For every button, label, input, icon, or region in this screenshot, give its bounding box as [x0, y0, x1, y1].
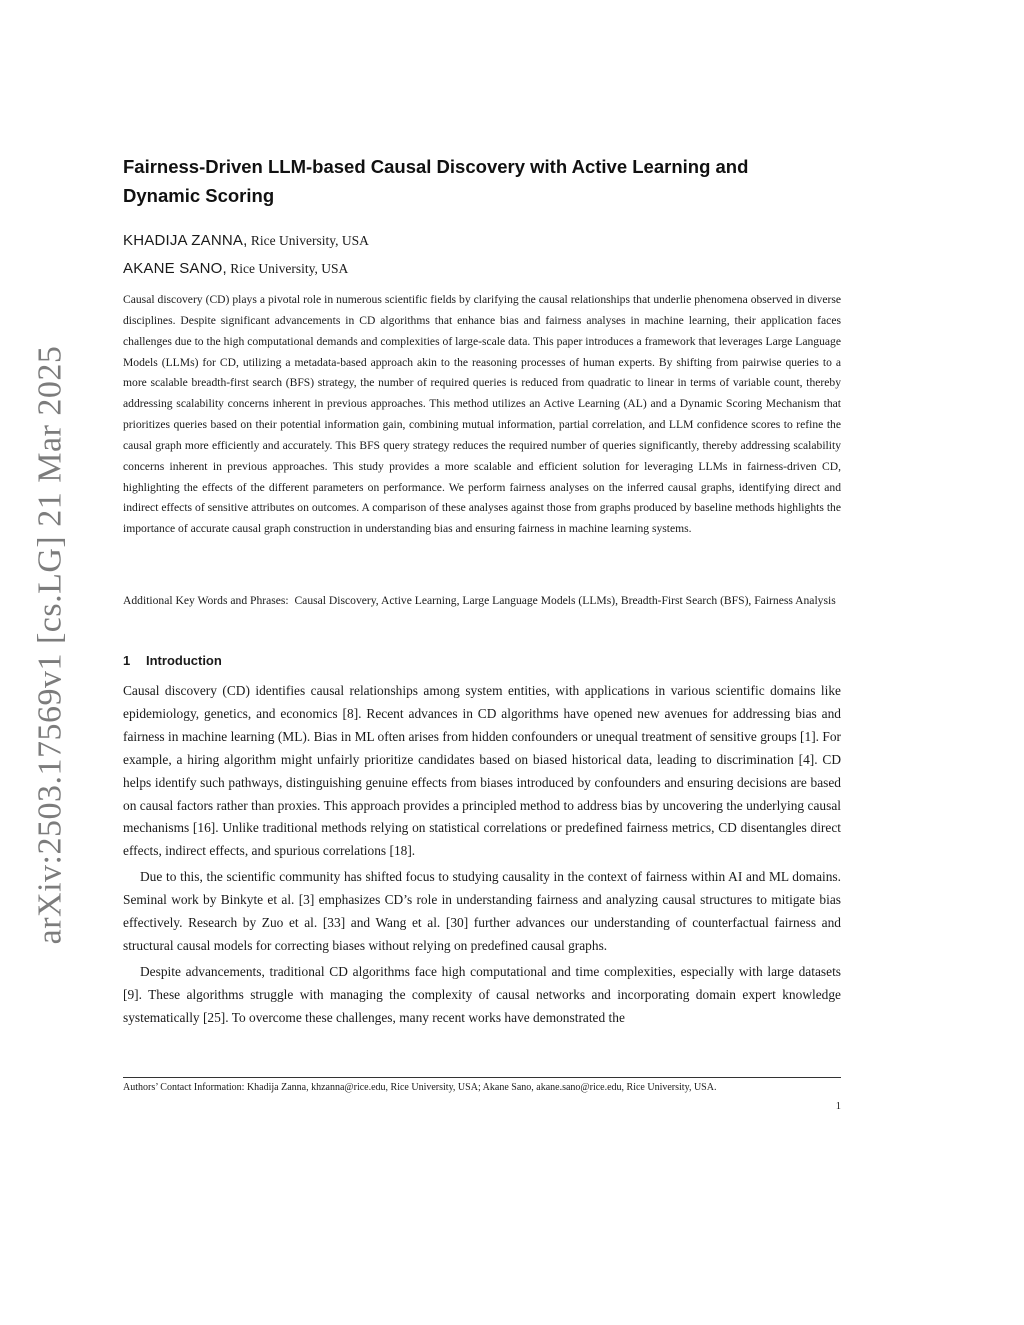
paper-title: Fairness-Driven LLM-based Causal Discovery with Active Learning and Dynamic Scoring: [123, 156, 749, 206]
author-affiliation: Rice University, USA: [247, 233, 369, 248]
section-number: 1: [123, 653, 131, 668]
keywords-list: Causal Discovery, Active Learning, Large Language Models (LLMs), Breadth-First Search (BFS), Fairness Analysis: [294, 594, 836, 607]
keywords-label: Additional Key Words and Phrases:: [123, 594, 289, 607]
page-number: 1: [835, 1101, 841, 1112]
author-name: KHADIJA ZANNA,: [123, 232, 248, 249]
arxiv-identifier-margin: [28, 345, 72, 945]
arxiv-identifier: arXiv:2503.17569v1 [cs.LG] 21 Mar 2025: [31, 345, 69, 945]
keywords-block: [123, 591, 841, 612]
section-heading: [123, 653, 222, 668]
body-paragraph: Due to this, the scientific community has shifted focus to studying causality in the context of fairness within AI and ML domains. Seminal work by Binkyte et al. [3] emphasizes CD’s role in understanding fairness and analyzing causal structures to mitigate bias effectively. Research by Zuo et al. [33] and Wang et al. [30] further advances our understanding of counterfactual fairness and structural causal models for correcting biases without relying on predefined causal graphs.: [123, 869, 841, 953]
author-contact-footnote: Authors’ Contact Information: Khadija Zanna, khzanna@rice.edu, Rice University, USA; Akane Sano, akane.sano@rice.edu, Rice University, USA.: [123, 1082, 717, 1093]
author-list: [123, 227, 369, 283]
section-body: [123, 680, 841, 1030]
author-name: AKANE SANO,: [123, 260, 227, 277]
author-affiliation: Rice University, USA: [226, 261, 349, 276]
body-paragraph: Despite advancements, traditional CD algorithms face high computational and time complexities, especially with large datasets [9]. These algorithms struggle with managing the complexity of causal networks and incorporating domain expert knowledge systematically [25]. To overcome these challenges, many recent works have demonstrated the: [123, 963, 841, 1025]
body-paragraph: Causal discovery (CD) identifies causal relationships among system entities, with applications in various scientific domains like epidemiology, genetics, and economics [8]. Recent advances in CD algorithms have opened new avenues for addressing bias and fairness in machine learning (ML). Bias in ML often arises from hidden confounders or unequal treatment of sensitive groups [1]. For example, a hiring algorithm might unfairly prioritize candidates based on biased historical data, leading to discrimination [4]. CD helps identify such pathways, distinguishing genuine effects from biases introduced by confounders and ensuring decisions are based on causal factors rather than proxies. This approach provides a principled method to address bias by uncovering the underlying causal mechanisms [16]. Unlike traditional methods relying on statistical correlations or predefined fairness metrics, CD disentangles direct effects, indirect effects, and spurious correlations [18].: [123, 683, 841, 859]
author-entry: [123, 255, 369, 283]
abstract: Causal discovery (CD) plays a pivotal role in numerous scientific fields by clarifying the causal relationships that underlie phenomena observed in diverse disciplines. Despite significant advancements in CD algorithms that enhance bias and fairness analyses in machine learning, their application faces challenges due to the high computational demands and complexities of large-scale data. This paper introduces a framework that leverages Large Language Models (LLMs) for CD, utilizing a metadata-based approach akin to the reasoning processes of human experts. By shifting from pairwise queries to a more scalable breadth-first search (BFS) strategy, the number of required queries is reduced from quadratic to linear in terms of variable count, thereby addressing scalability concerns inherent in previous approaches. This method utilizes an Active Learning (AL) and a Dynamic Scoring Mechanism that prioritizes queries based on their potential information gain, combining mutual information, partial correlation, and LLM confidence scores to refine the causal graph more efficiently and accurately. This BFS query strategy reduces the required number of queries significantly, thereby addressing scalability concerns inherent in previous approaches. This study provides a more scalable and efficient solution for leveraging LLMs in fairness-driven CD, highlighting the effects of the different parameters on performance. We perform fairness analyses on the inferred causal graphs, identifying direct and indirect effects of sensitive attributes on outcomes. A comparison of these analyses against those from graphs produced by baseline methods highlights the importance of accurate causal graph construction in understanding bias and ensuring fairness in machine learning systems.: [123, 293, 841, 536]
footnote-divider: [123, 1077, 841, 1078]
section-title: Introduction: [146, 653, 222, 668]
author-entry: [123, 227, 369, 255]
